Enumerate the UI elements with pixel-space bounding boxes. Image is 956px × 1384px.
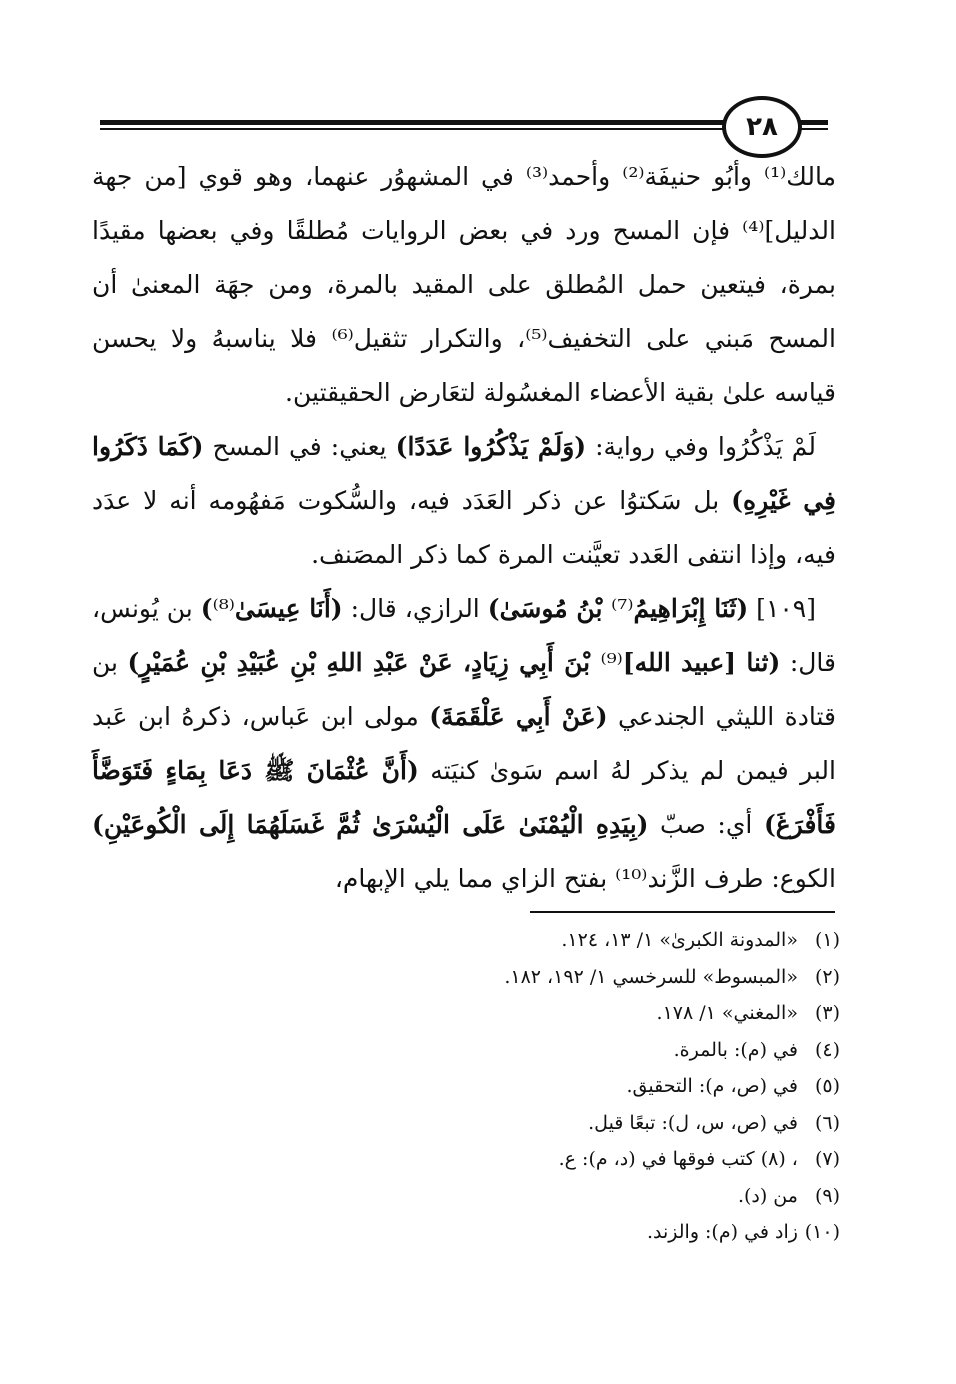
commentary-text: يعني: في المسح [203,432,396,461]
footnote-text: ، (٨) كتب فوقها في (د، م): ع. [558,1148,798,1170]
quoted-hadith-text: ) [200,594,213,623]
commentary-text: مولى ابن عَباس، ذكرهُ ابن عَبد البر فيمن لم يذكر لهُ اسم سَوىٰ كنيَته [92,702,836,785]
footnote-item [300,995,840,1032]
paragraph-2 [92,420,836,582]
quoted-hadith-text: (عَنْ أَبِي عَلْقَمَةَ) [429,702,608,731]
footnote-text: في (ص، م): التحقيق. [626,1075,798,1097]
footnote-number: (٣) [814,1002,840,1024]
header-rule [100,118,828,132]
commentary-text: فلا يناسبهُ ولا يحسن قياسه علىٰ بقية الأعضاء المغسُولة لتعَارض الحقيقتين. [92,324,836,407]
commentary-text: فإن المسح ورد في بعض الروايات مُطلقًا وفي بعضها مقيدًا بمرة، فيتعين حمل المُطلق على المقيد بالمرة، ومن جهَة المعنىٰ أن المسح مَبني على التخفيف [92,216,836,353]
commentary-text: في المشهوُر عنهما، وهو قوي [من جهة الدليل] [92,162,836,245]
quoted-hadith-text: (أَنَّ عُثْمَانَ ﷺ دَعَا بِمَاءٍ فَتَوَضَّأَ فَأَفْرَغَ) [92,756,836,839]
footnote-text: «المدونة الكبرىٰ» ١/ ١٣، ١٢٤. [561,929,798,951]
commentary-text: [١٠٩] [748,594,816,623]
footnote-number: (٧) [814,1148,840,1170]
footnote-item [300,1105,840,1142]
commentary-text: ⁽³⁾ [525,162,549,191]
quoted-hadith-text: (كَمَا ذَكَرُوا فِي غَيْرِهِ) [92,432,836,515]
footnote-text: من (د). [737,1184,798,1207]
main-text [92,150,836,906]
paragraph-3 [92,582,836,906]
footnote-item [300,1178,840,1215]
commentary-text: لَمْ يَذْكُرُوا وفي رواية: [586,432,816,461]
commentary-text: ⁽¹⁰⁾ [615,864,648,893]
footnote-item [300,1032,840,1069]
commentary-text: بل سَكتوُا عن ذكر العَدَد فيه، والسُّكوت مَفهُومه أنه لا عدَد فيه، وإذا انتفى العَدد تعيَّنت المرة كما ذكر المصَنف. [92,486,836,569]
footnote-text: زاد في (م): والزند. [646,1221,798,1243]
header-rule-thick [100,120,828,125]
commentary-text: ⁽²⁾ [622,162,645,191]
footnote-item [300,1068,840,1105]
footnote-text: في (م): بالمرة. [673,1038,798,1061]
commentary-text: بن يُونس، قال: [92,594,837,677]
paragraph-1 [92,150,836,420]
quoted-hadith-text: (بِيَدِهِ الْيُمْنَىٰ عَلَى الْيُسْرَىٰ ثُمَّ غَسَلَهُمَا إِلَى الْكُوعَيْنِ) [92,810,649,839]
commentary-text: ، والتكرار تثقيل [353,324,526,353]
quoted-hadith-text: (وَلَمْ يَذْكُرُوا عَدَدًا) [395,432,587,461]
page-number: ٢٨ [722,96,802,158]
commentary-text: ⁽⁶⁾ [331,324,354,353]
commentary-text: ⁽⁵⁾ [525,324,548,353]
footnote-item [300,959,840,996]
footnote-number: (٢) [814,965,840,988]
quoted-hadith-text: (ثنا [عبيد الله] [622,648,781,677]
footnote-item [300,1141,840,1178]
footnote-number: (٥) [814,1075,840,1097]
commentary-text: أي: صبّ [648,810,764,839]
commentary-text: وأبُو حنيفَة [644,162,764,191]
commentary-text: ⁽⁸⁾ [212,594,235,623]
quoted-hadith-text: (أَنَا عِيسَىٰ [234,594,343,623]
commentary-text: الكوع: طرف الزَّند [647,864,836,893]
quoted-hadith-text: بْنُ مُوسَىٰ) [487,594,612,623]
commentary-text: بفتح الزاي مما يلي الإبهام، [334,864,616,893]
footnote-number: (١٠) [804,1221,840,1243]
footnote-number: (١) [814,929,840,951]
footnote-item [300,1214,840,1251]
footnote-separator [530,911,835,913]
header-rule-thin [100,128,828,130]
footnote-number: (٤) [814,1038,840,1061]
footnote-number: (٦) [814,1111,840,1134]
commentary-text: ⁽⁴⁾ [742,216,765,245]
commentary-text: الرازي، قال: [342,594,488,623]
commentary-text: ⁽¹⁾ [763,162,787,191]
commentary-text: ⁽⁷⁾ [611,594,634,623]
footnote-text: في (ص، س، ل): تبعًا قيل. [588,1111,798,1134]
quoted-hadith-text: (ثَنَا إِبْرَاهِيمُ [633,594,749,623]
quoted-hadith-text: بْنَ أَبِي زِيَادٍ، عَنْ عَبْدِ اللهِ بْنِ عُبَيْدِ بْنِ عُمَيْرٍ) [127,648,601,677]
footnote-number: (٩) [814,1184,840,1207]
commentary-text: ⁽⁹⁾ [600,648,623,677]
footnote-item [300,922,840,959]
commentary-text: بن قتادة الليثي الجندعي [92,648,836,731]
footnote-text: «المبسوط» للسرخسي ١/ ١٩٢، ١٨٢. [504,965,798,988]
commentary-text: وأحمد [548,162,623,191]
footnote-text: «المغني» ١/ ١٧٨. [656,1002,798,1024]
commentary-text: مالك [786,162,836,191]
footnotes-list [300,922,840,1251]
